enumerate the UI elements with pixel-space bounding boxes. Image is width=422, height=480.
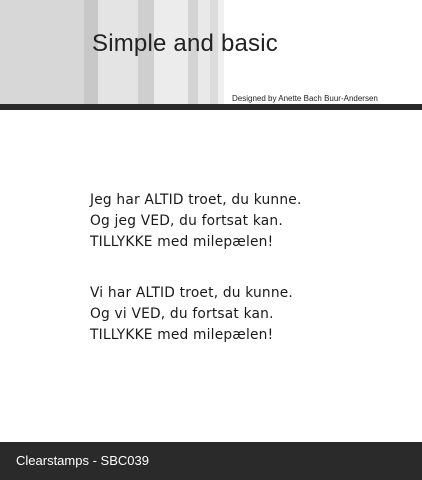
verse-2 — [90, 283, 390, 346]
verse-line: Og jeg VED, du fortsat kan. — [90, 213, 283, 229]
verse-line: Vi har ALTID troet, du kunne. — [90, 285, 293, 301]
header-banner — [0, 0, 422, 112]
verse-block — [90, 190, 390, 376]
verse-line: TILLYKKE med milepælen! — [90, 234, 274, 250]
product-code-label: Clearstamps - SBC039 — [16, 453, 149, 468]
verse-line: TILLYKKE med milepælen! — [90, 327, 274, 343]
product-title: Simple and basic — [92, 30, 278, 57]
designer-credit: Designed by Anette Bach Buur-Andersen — [232, 94, 378, 103]
verse-line: Og vi VED, du fortsat kan. — [90, 306, 274, 322]
header-divider — [0, 104, 422, 110]
decorative-stripe — [0, 0, 84, 104]
verse-1 — [90, 190, 390, 253]
verse-line: Jeg har ALTID troet, du kunne. — [90, 192, 302, 208]
footer-bar — [0, 442, 422, 480]
